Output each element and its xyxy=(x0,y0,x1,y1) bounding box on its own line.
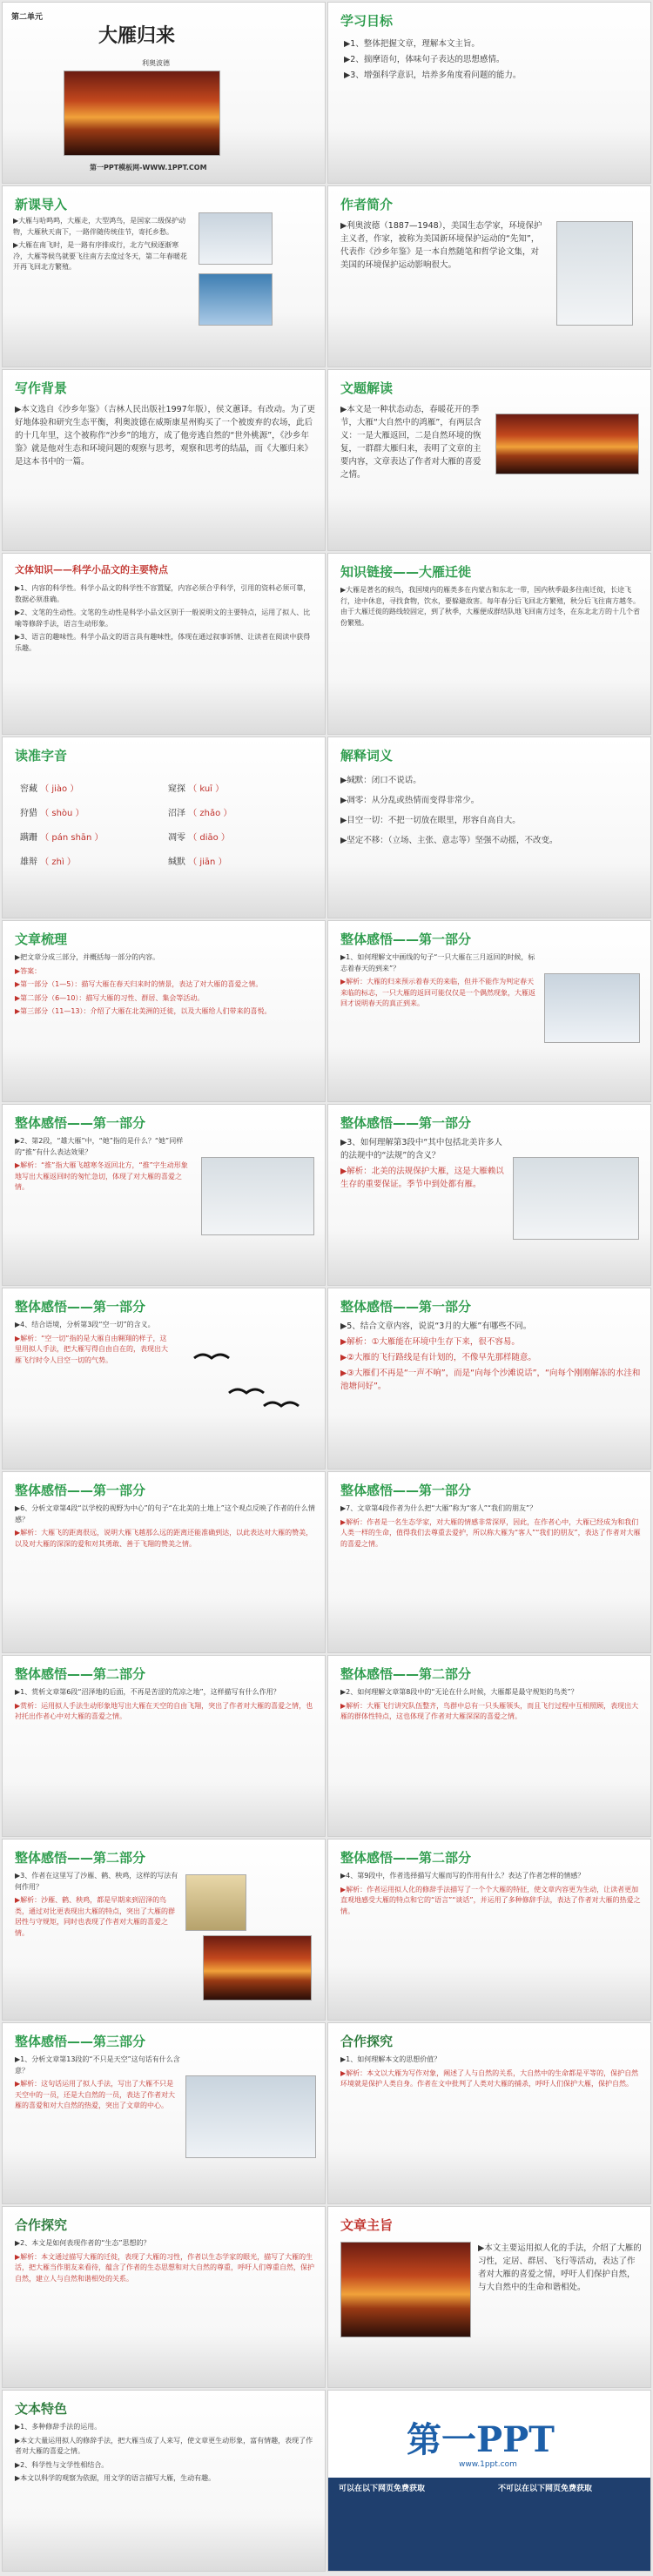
question-text: ▶2、第2段，“雄大雁”中，“她”指的是什么？“她”同样的“推”有什么表达效果？ xyxy=(15,1137,184,1156)
pinyin: （ pán shān ） xyxy=(40,833,104,843)
pinyin: （ jiào ） xyxy=(40,784,79,794)
question-block xyxy=(15,1320,172,1369)
question-block xyxy=(340,1687,641,1725)
vocab-item: ▶凋零：从分乱或热情而变得非常少。 xyxy=(340,796,480,805)
slide-title-text: 文章梳理 xyxy=(15,932,68,947)
flying-birds-icon xyxy=(177,1332,316,1428)
slide-features[interactable] xyxy=(2,2390,326,2572)
question-text: ▶1、如何理解文中画线的句子“一只大雁在三月返回的时候，标志着春天的到来”？ xyxy=(340,953,535,972)
answer-text: ▶解析：①大雁能在环境中生存下来，很不容易。 xyxy=(340,1337,520,1347)
not-free-heading: 不可以在以下网页免费获取 xyxy=(498,2485,593,2493)
structure-list xyxy=(15,952,315,1020)
question-block xyxy=(340,1136,506,1194)
answer-text: ▶赏析：运用拟人手法生动形象地写出大雁在天空的自由飞翔，突出了作者对大雁的喜爱之情，也衬托出作者心中对大雁的喜爱之情。 xyxy=(15,1701,313,1720)
free-heading: 可以在以下网页免费获取 xyxy=(339,2485,426,2493)
slide-title-text: 整体感悟——第一部分 xyxy=(15,1115,146,1131)
slide-title-text: 整体感悟——第二部分 xyxy=(340,1666,472,1682)
slide-title-text: 整体感悟——第三部分 xyxy=(15,2034,146,2049)
feature-item: ▶1、多种修辞手法的运用。 xyxy=(15,2423,102,2431)
goose-image xyxy=(199,212,273,265)
slide-title-text: 合作探究 xyxy=(15,2217,68,2233)
answer-text: ▶解析：本文以大雁为写作对象，阐述了人与自然的关系，大自然中的生命都是平等的，保护自然环境就是保护人类自身。作者在文中批判了人类对大雁的捕杀，呼吁人们保护大雁，保护自然。 xyxy=(340,2068,639,2088)
slide-title-text: 整体感悟——第一部分 xyxy=(340,1115,472,1131)
pinyin: （ kuī ） xyxy=(188,784,225,794)
answer-text: ▶解析：北美的法规保护大雁，这是大雁赖以生存的重要保证。季节中到处都有雁。 xyxy=(340,1167,504,1189)
answer-text: ▶解析：作者是一名生态学家，对大雁的情感非常深厚，因此，在作者心中，大雁已经成为和我们人类一样的生命，值得我们去尊重去爱护，所以称大雁为“客人”“我们的朋友”，表达了作者对大雁的喜爱之情。 xyxy=(340,1517,641,1548)
slide-title-text: 文章主旨 xyxy=(340,2217,394,2233)
vocab-item: ▶坚定不移：（立场、主张、意志等）坚强不动摇，不改变。 xyxy=(340,836,558,845)
question-block xyxy=(340,952,536,1012)
sunset-image xyxy=(64,71,220,156)
goal-item: ▶3、增强科学意识，培养多角度看问题的能力。 xyxy=(344,71,522,80)
goose-image xyxy=(513,1157,639,1240)
word: 雄辩 xyxy=(20,858,37,867)
question-text: ▶3、如何理解第3段中“其中包括北美许多人的法规中的“法规”的含义？ xyxy=(340,1138,502,1160)
slide-title-text: 整体感悟——第二部分 xyxy=(15,1666,146,1682)
question-block xyxy=(15,1871,180,1941)
vocabulary-list xyxy=(340,772,641,852)
slide-part3-q1[interactable] xyxy=(2,2022,326,2204)
word: 窖藏 xyxy=(20,784,37,794)
question-text: ▶7、文章第4段作者为什么把“大雁”称为“客人”“我们的朋友”？ xyxy=(340,1504,537,1512)
answer-text: ▶解析：作者运用拟人化的修辞手法描写了一个个大雁的特征，使文章内容更为生动，让读者更加直观地感受大雁的特点和它的“语言”“谈话”，并运用了多种修辞手法，表达了作者对大雁的热爱之情。 xyxy=(340,1885,641,1915)
question-block xyxy=(15,1136,193,1196)
slide-title-text: 整体感悟——第二部分 xyxy=(15,1850,146,1866)
goose-image xyxy=(201,1157,314,1235)
author-text: ▶利奥波德（1887—1948），美国生态学家，环境保护主义者，作家，被称为美国新环境保护运动的“先知”，代表作《沙乡年鉴》是一本自然随笔和哲学论文集，对美国的环境保护运动影响很大。 xyxy=(340,221,542,270)
link-panel xyxy=(328,2478,651,2572)
vocab-item: ▶目空一切：不把一切放在眼里，形容自高自大。 xyxy=(340,816,521,825)
slide-theme[interactable] xyxy=(327,2206,651,2388)
question-block xyxy=(340,1871,641,1920)
slide-intro[interactable] xyxy=(2,185,326,367)
slide-title-text: 整体感悟——第一部分 xyxy=(340,932,472,947)
bird-image xyxy=(185,1874,246,1931)
question-text: ▶1、如何理解本文的思想价值？ xyxy=(340,2055,441,2063)
word: 蹒跚 xyxy=(20,833,37,843)
intro-paragraph: ▶大雁与哈鸣鸣，大雁走，大型鸿鸟，是国家二级保护动物，大雁秋天南下，一路伴随传统佳节，寄托乡愁。 xyxy=(13,217,186,236)
slide-title-analysis[interactable] xyxy=(327,369,651,551)
slide-genre[interactable] xyxy=(2,553,326,735)
vocab-item: ▶缄默：闭口不说话。 xyxy=(340,776,421,785)
question-text: ▶2、如何理解文章第8段中的“无论在什么时候，大雁都是最守规矩的鸟类”？ xyxy=(340,1688,578,1696)
theme-text: ▶本文主要运用拟人化的手法，介绍了大雁的习性，定居、群居、飞行等活动，表达了作者对大雁的喜爱之情，呼吁人们保护自然，与大自然中的生命和谐相处。 xyxy=(478,2243,642,2292)
goal-item: ▶2、揣摩语句，体味句子表达的思想感情。 xyxy=(344,55,505,64)
question-text: ▶2、本文是如何表现作者的“生态”思想的？ xyxy=(15,2239,151,2247)
slide-discussion-1[interactable] xyxy=(327,2022,651,2204)
slide-title-text: 整体感悟——第一部分 xyxy=(340,1483,472,1498)
pinyin: （ jiān ） xyxy=(188,858,227,867)
slide-title-text: 整体感悟——第一部分 xyxy=(15,1299,146,1315)
slide-title-text: 合作探究 xyxy=(340,2034,394,2049)
genre-item: ▶2、文笔的生动性。文笔的生动性是科学小品文区别于一般说明文的主要特点，运用了拟人、比喻等修辞手法，语言生动形象。 xyxy=(15,609,311,628)
question-block xyxy=(340,1320,641,1396)
slide-pronunciation[interactable] xyxy=(2,736,326,918)
slide-part2-q1[interactable] xyxy=(2,1655,326,1837)
slide-title-text: 整体感悟——第一部分 xyxy=(15,1483,146,1498)
slide-ad[interactable] xyxy=(327,2390,651,2572)
answer-text: ▶解析：大雁飞行讲究队伍整齐，鸟群中总有一只头雁领头，而且飞行过程中互相照顾，表现出大雁的群体性特点，这也体现了作者对大雁深深的喜爱之情。 xyxy=(340,1701,639,1720)
goal-item: ▶1、整体把握文章，理解本文主旨。 xyxy=(344,39,480,49)
pinyin: （ zhǎo ） xyxy=(188,809,232,818)
slide-part1-q1[interactable] xyxy=(327,920,651,1102)
slide-discussion-2[interactable] xyxy=(2,2206,326,2388)
slide-title-text: 作者简介 xyxy=(340,197,394,212)
question-block xyxy=(15,2055,180,2115)
genre-list xyxy=(15,583,315,656)
structure-item: ▶答案： xyxy=(15,966,42,975)
pinyin: （ diāo ） xyxy=(188,833,230,843)
structure-item: ▶把文章分成三部分，并概括每一部分的内容。 xyxy=(15,953,160,961)
slide-title-text: 新课导入 xyxy=(15,197,68,212)
slide-migration[interactable] xyxy=(327,553,651,735)
pinyin: （ shòu ） xyxy=(40,809,84,818)
migration-text: ▶大雁是著名的候鸟，我国境内的雁类多在内蒙古和东北一带，国内秋季最多往南迁徙，长途飞行，途中休息，寻找食物，饮水，要躲避敌害。每年春分后飞回北方繁殖，秋分后飞往南方越冬。由于大雁迁徙的路线较固定，到了秋季，大雁便成群结队地飞回南方过冬，在东北北方的十几个省份繁殖。 xyxy=(340,586,640,627)
slide-title[interactable] xyxy=(2,2,326,184)
structure-item: ▶第一部分（1—5）：描写大雁在春天归来时的情景，表达了对大雁的喜爱之情。 xyxy=(15,980,263,988)
goose-flying-image xyxy=(544,973,640,1043)
slide-part1-q5[interactable] xyxy=(327,1288,651,1470)
slide-title-text: 整体感悟——第一部分 xyxy=(340,1299,472,1315)
slide-title-text: 学习目标 xyxy=(340,13,394,29)
slide-part1-q7[interactable] xyxy=(327,1471,651,1653)
slide-part1-q3[interactable] xyxy=(327,1104,651,1286)
question-block xyxy=(340,1503,641,1552)
word: 缄默 xyxy=(168,858,185,867)
geese-sunset-image xyxy=(340,2242,471,2337)
birds-sunset-image xyxy=(203,1935,312,2001)
question-block xyxy=(15,1503,315,1552)
slide-background[interactable] xyxy=(2,369,326,551)
lesson-title: 大雁归来 xyxy=(98,25,176,47)
intro-paragraph: ▶大雁在南飞时，是一路有序排成行，北方气候逐渐寒冷，大雁等候鸟就要飞往南方去度过冬天，第二年春暖花开再飞回北方繁殖。 xyxy=(13,241,187,271)
answer-text: ▶解析：“推”指大雁飞越寒冬返回北方，“推”字生动形象地写出大雁返回时的匆忙急切，体现了对大雁的喜爱之情。 xyxy=(15,1161,188,1191)
word: 窥探 xyxy=(168,784,185,794)
ppt-logo: 第一PPT xyxy=(407,2419,555,2460)
slide-part2-q3[interactable] xyxy=(2,1839,326,2021)
genre-item: ▶3、语言的趣味性。科学小品文的语言具有趣味性，体现在通过叙事诉情、让读者在阅读中获得乐趣。 xyxy=(15,633,311,652)
answer-text: ▶解析：“空一切”指的是大雁自由翱翔的样子，这里用拟人手法，把大雁写得自由自在的，表现出大雁飞行时令人目空一切的气势。 xyxy=(15,1334,168,1364)
answer-text: ▶③大雁们不再是“一声不响”，而是“向每个沙滩说话”，“向每个刚刚解冻的水洼和池塘问好”。 xyxy=(340,1369,641,1391)
site-label: 第一PPT模板网-WWW.1PPT.COM xyxy=(90,164,207,172)
slide-author[interactable] xyxy=(327,185,651,367)
geese-flock-image xyxy=(199,273,273,326)
question-text: ▶6、分析文章第4段“以学校的视野为中心”的句子“在北美的土地上”这个观点反映了作者的什么情感？ xyxy=(15,1504,315,1523)
slide-part1-q2[interactable] xyxy=(2,1104,326,1286)
geese-sunset-image xyxy=(495,414,639,474)
answer-text: ▶解析：大雁飞的距离很远，说明大雁飞越那么远的距离还能准确到达，以此表达对大雁的赞美，以及对大雁的深深的爱和对其勇敢、善于飞翔的赞美之情。 xyxy=(15,1529,313,1548)
answer-text: ▶解析：沙雁、鹤、秧鸡，都是早期来到沼泽的鸟类，通过对比更表现出大雁的特点，突出了大雁的群居性与守规矩，同时也表现了作者对大雁的喜爱之情。 xyxy=(15,1896,175,1937)
title-analysis-text: ▶本文是一种状态动态，春暖花开的季节，大雁“大自然中的鸿雁”，有两层含义：一是大雁返回，二是自然环境的恢复，一群群大雁归来，表明了文章的主要内容，文章表达了作者对大雁的喜爱之情。 xyxy=(340,405,481,480)
intro-text xyxy=(13,216,192,276)
slide-part2-q2[interactable] xyxy=(327,1655,651,1837)
feature-item: ▶本文以科学的观察为依据，用文学的语言描写大雁，生动有趣。 xyxy=(15,2474,216,2482)
slide-vocabulary[interactable] xyxy=(327,736,651,918)
word: 沼泽 xyxy=(168,809,185,818)
unit-label: 第二单元 xyxy=(11,13,44,22)
slide-title-text: 文体知识——科学小品文的主要特点 xyxy=(15,564,168,575)
cranes-image xyxy=(185,2075,316,2158)
question-block xyxy=(340,2055,641,2093)
slide-part2-q4[interactable] xyxy=(327,1839,651,2021)
question-text: ▶3、作者在这里写了沙雁、鹤、秧鸡，这样的写法有何作用？ xyxy=(15,1872,178,1891)
slide-title-text: 写作背景 xyxy=(15,380,68,396)
question-text: ▶1、赏析文章第6段“沼泽地的后面，不再是苦涩的荒凉之地”，这样描写有什么作用？ xyxy=(15,1688,280,1696)
answer-text: ▶②大雁的飞行路线是有计划的，不像早先那样随意。 xyxy=(340,1353,536,1362)
structure-item: ▶第三部分（11—13）：介绍了大雁在北美洲的迁徙，以及大雁给人们带来的喜悦。 xyxy=(15,1007,272,1015)
answer-text: ▶解析：本文通过描写大雁的迁徙，表现了大雁的习性，作者以生态学家的眼光，描写了大雁的生活，把大雁当作朋友来看待，蕴含了作者的生态思想和对大自然的尊重，呼吁人们尊重自然，保护自然，建立人与自然和谐相处的关系。 xyxy=(15,2252,314,2283)
pinyin: （ zhì ） xyxy=(40,858,76,867)
feature-item: ▶本文大量运用拟人的修辞手法，把大雁当成了人来写，使文章更生动形象，富有情趣，表现了作者对大雁的喜爱之情。 xyxy=(15,2436,313,2455)
slide-title-text: 整体感悟——第二部分 xyxy=(340,1850,472,1866)
features-list xyxy=(15,2422,315,2487)
word: 凋零 xyxy=(168,833,185,843)
author-label: 利奥波德 xyxy=(142,59,170,67)
slide-structure[interactable] xyxy=(2,920,326,1102)
question-text: ▶4、结合语境，分析第3段“空一切”的含义。 xyxy=(15,1321,155,1328)
site-url[interactable]: www.1ppt.com xyxy=(459,2460,517,2469)
question-block xyxy=(15,2238,315,2287)
question-text: ▶4、第9段中，作者选择描写大雁而写的作用有什么？表达了作者怎样的情感？ xyxy=(340,1872,585,1880)
background-text: ▶本文选自《沙乡年鉴》（吉林人民出版社1997年版），侯文蕙译。有改动。为了更好地体验和研究生态平衡，利奥波德在威斯康星州购买了一个被废弃的农场，此后的十几年里，这个被称作“沙乡”的地方，成了他旁逃自然的“世外桃源”，《沙乡年鉴》就是他对生态和环境问题的观察与思考，观察和思考的结晶，而《大雁归来》是这本书中的一篇。 xyxy=(15,405,315,467)
word: 狩猎 xyxy=(20,809,37,818)
slide-title-text: 解释词义 xyxy=(340,748,394,763)
answer-text: ▶解析：这句话运用了拟人手法，写出了大雁不只是天空中的一员，还是大自然的一员，表达了作者对大雁的喜爱和对大自然的热爱，突出了文章的中心。 xyxy=(15,2080,175,2109)
question-text: ▶1、分析文章第13段的“不只是天空”这句话有什么含意？ xyxy=(15,2055,180,2075)
goal-list xyxy=(344,37,640,84)
slide-title-text: 文题解读 xyxy=(340,380,394,396)
answer-text: ▶解析：大雁的归来预示着春天的来临，但并不能作为判定春天来临的标志，一只大雁的返回可能仅仅是一个偶然现象，大雁返回才说明春天的真正到来。 xyxy=(340,978,535,1007)
slide-goals[interactable] xyxy=(327,2,651,184)
question-text: ▶5、结合文章内容，说说“3月的大雁”有哪些不同。 xyxy=(340,1322,532,1331)
question-block xyxy=(15,1687,315,1725)
slide-part1-q4[interactable] xyxy=(2,1288,326,1470)
pronunciation-table xyxy=(20,777,316,875)
slide-title-text: 知识链接——大雁迁徙 xyxy=(340,564,472,580)
feature-item: ▶2、科学性与文学性相结合。 xyxy=(15,2460,109,2469)
slide-title-text: 文本特色 xyxy=(15,2401,68,2417)
slide-title-text: 读准字音 xyxy=(15,748,68,763)
author-portrait xyxy=(556,221,633,326)
genre-item: ▶1、内容的科学性。科学小品文的科学性不容置疑，内容必须合乎科学，引用的资料必须可靠，数据必须准确。 xyxy=(15,584,311,603)
slide-part1-q6[interactable] xyxy=(2,1471,326,1653)
structure-item: ▶第二部分（6—10）：描写大雁的习性、群居、集会等活动。 xyxy=(15,993,205,1002)
